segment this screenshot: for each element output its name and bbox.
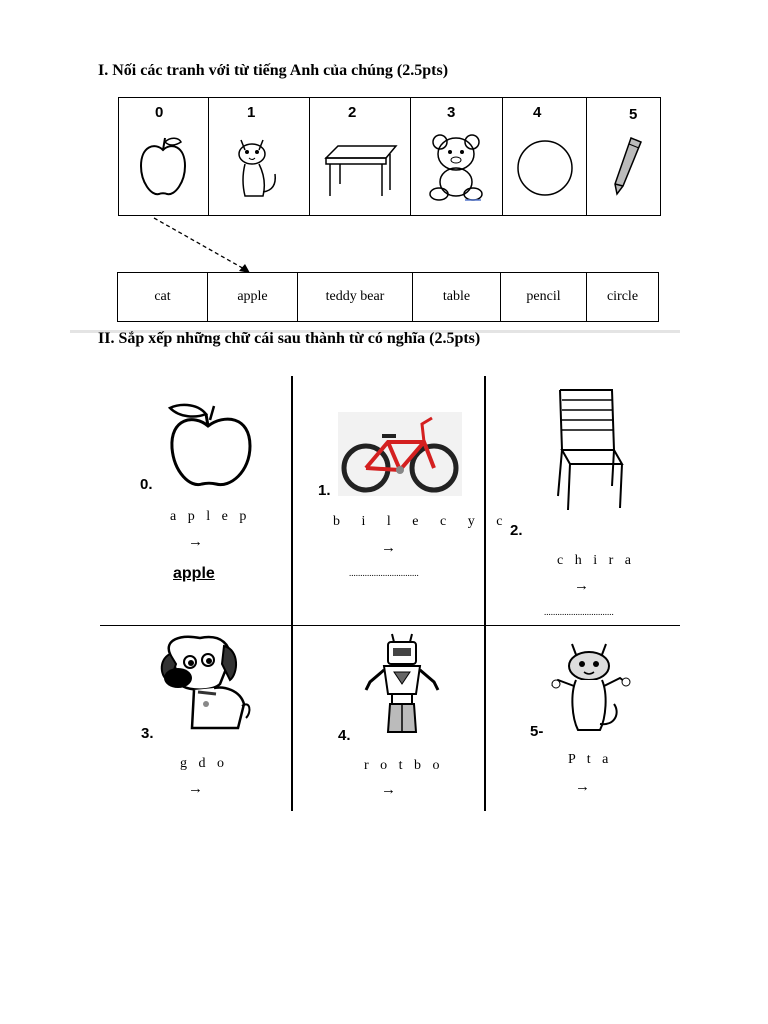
table-icon bbox=[324, 144, 398, 200]
picture-number: 5 bbox=[629, 106, 638, 123]
example-connector-arrow bbox=[150, 214, 260, 278]
apple-icon bbox=[137, 134, 189, 200]
scrambled-letters: a p l e p bbox=[170, 509, 251, 524]
picture-number: 2 bbox=[348, 104, 357, 121]
picture-number: 1 bbox=[247, 104, 256, 121]
example-answer: apple bbox=[173, 565, 215, 582]
item-number: 3. bbox=[141, 725, 154, 742]
word-cell-apple[interactable]: apple bbox=[208, 273, 298, 322]
scrambled-letters: b i l e c y c bbox=[333, 514, 512, 529]
picture-number: 3 bbox=[447, 104, 456, 121]
robot-icon bbox=[362, 632, 442, 736]
grid-divider bbox=[291, 376, 293, 811]
cat-icon bbox=[229, 134, 285, 200]
item-number: 1. bbox=[318, 482, 331, 499]
scrambled-letters: P t a bbox=[568, 752, 613, 767]
picture-cell-5[interactable] bbox=[587, 98, 661, 216]
arrow-icon: → bbox=[381, 782, 396, 798]
item-number: 5- bbox=[530, 723, 544, 740]
arrow-icon: → bbox=[574, 578, 589, 594]
picture-cell-2[interactable] bbox=[310, 98, 411, 216]
word-cell-cat[interactable]: cat bbox=[118, 273, 208, 322]
scrambled-letters: c h i r a bbox=[557, 553, 635, 568]
picture-cell-1[interactable] bbox=[209, 98, 310, 216]
item-number: 0. bbox=[140, 476, 153, 493]
chair-icon bbox=[548, 386, 628, 514]
arrow-icon: → bbox=[188, 781, 203, 797]
word-table bbox=[117, 272, 659, 322]
section1-title: I. Nối các tranh với từ tiếng Anh của chúng (2.5pts) bbox=[98, 62, 449, 79]
answer-blank[interactable]: ............................... bbox=[349, 568, 419, 578]
scrambled-letters: g d o bbox=[180, 756, 228, 771]
dog-icon bbox=[154, 634, 254, 734]
grid-divider bbox=[484, 376, 486, 811]
cat-icon bbox=[548, 640, 636, 738]
picture-cell-3[interactable] bbox=[411, 98, 503, 216]
answer-blank[interactable]: ............................... bbox=[544, 607, 614, 617]
arrow-icon: → bbox=[381, 540, 396, 556]
picture-cell-0[interactable] bbox=[119, 98, 209, 216]
picture-number: 0 bbox=[155, 104, 164, 121]
word-cell-table[interactable]: table bbox=[413, 273, 501, 322]
section2-title: II. Sắp xếp những chữ cái sau thành từ có nghĩa (2.5pts) bbox=[98, 330, 481, 347]
apple-icon bbox=[164, 400, 256, 490]
scrambled-letters: r o t b o bbox=[364, 758, 444, 773]
picture-cell-4[interactable] bbox=[503, 98, 587, 216]
bicycle-icon bbox=[338, 412, 462, 496]
picture-table bbox=[118, 97, 661, 216]
arrow-icon: → bbox=[575, 779, 590, 795]
word-cell-circle[interactable]: circle bbox=[587, 273, 659, 322]
pencil-icon bbox=[611, 136, 643, 196]
arrow-icon: → bbox=[188, 534, 203, 550]
word-cell-pencil[interactable]: pencil bbox=[501, 273, 587, 322]
item-number: 2. bbox=[510, 522, 523, 539]
item-number: 4. bbox=[338, 727, 351, 744]
word-cell-teddy-bear[interactable]: teddy bear bbox=[298, 273, 413, 322]
grid-divider bbox=[100, 625, 680, 626]
picture-number: 4 bbox=[533, 104, 542, 121]
teddy-bear-icon bbox=[427, 132, 485, 202]
circle-icon bbox=[515, 138, 575, 198]
